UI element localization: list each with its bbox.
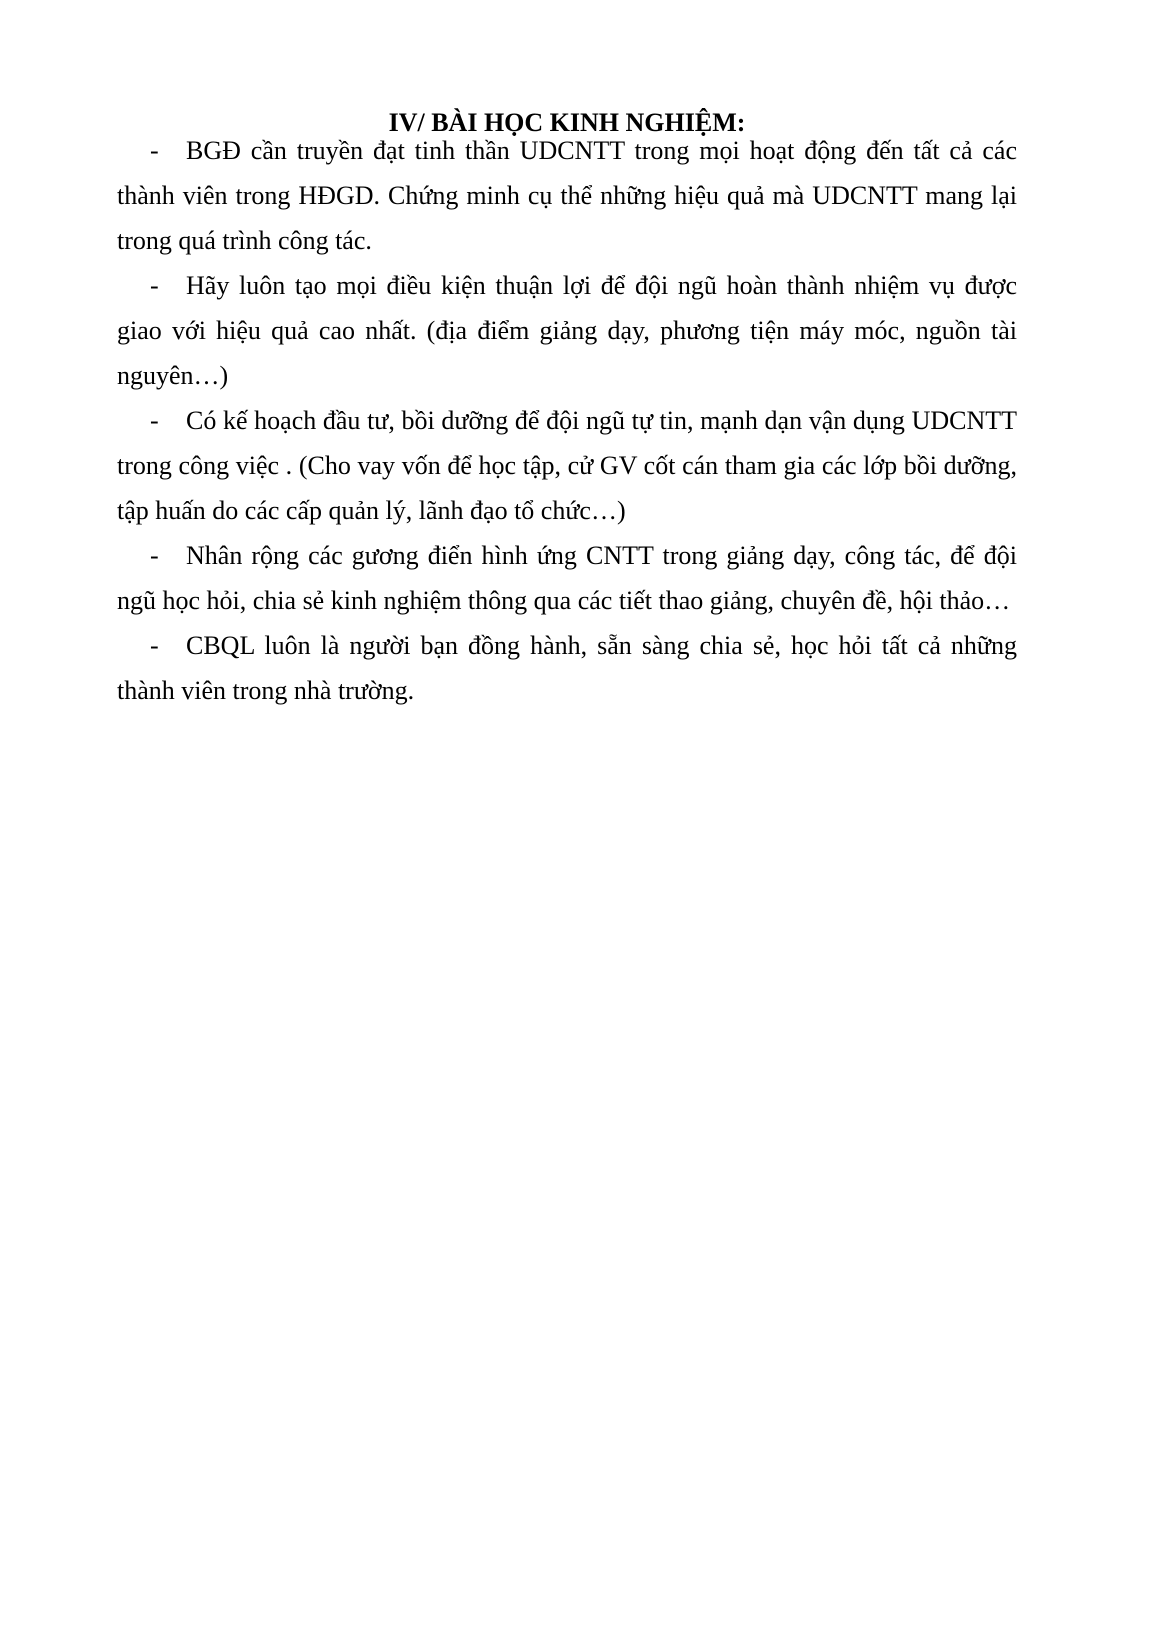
bullet-dash: -: [150, 406, 159, 435]
bullet-dash: -: [150, 631, 159, 660]
lesson-text: Nhân rộng các gương điển hình ứng CNTT trong giảng dạy, công tác, để đội ngũ học hỏi, chia sẻ kinh nghiệm thông qua các tiết thao giảng, chuyên đề, hội thảo…: [117, 541, 1017, 615]
lessons-list: [117, 128, 1017, 713]
lesson-text: BGĐ cần truyền đạt tinh thần UDCNTT trong mọi hoạt động đến tất cả các thành viên trong HĐGD. Chứng minh cụ thể những hiệu quả mà UDCNTT mang lại trong quá trình công tác.: [117, 136, 1017, 255]
lesson-paragraph: [117, 398, 1017, 533]
lesson-paragraph: [117, 623, 1017, 713]
lesson-paragraph: [117, 533, 1017, 623]
bullet-dash: -: [150, 541, 159, 570]
lesson-paragraph: [117, 128, 1017, 263]
lesson-text: CBQL luôn là người bạn đồng hành, sẵn sàng chia sẻ, học hỏi tất cả những thành viên trong nhà trường.: [117, 631, 1017, 705]
lesson-paragraph: [117, 263, 1017, 398]
bullet-dash: -: [150, 271, 159, 300]
lesson-text: Hãy luôn tạo mọi điều kiện thuận lợi để đội ngũ hoàn thành nhiệm vụ được giao với hiệu quả cao nhất. (địa điểm giảng dạy, phương tiện máy móc, nguồn tài nguyên…): [117, 271, 1017, 390]
bullet-dash: -: [150, 136, 159, 165]
lesson-text: Có kế hoạch đầu tư, bồi dưỡng để đội ngũ tự tin, mạnh dạn vận dụng UDCNTT trong công việc . (Cho vay vốn để học tập, cử GV cốt cán tham gia các lớp bồi dưỡng, tập huấn do các cấp quản lý, lãnh đạo tổ chức…): [117, 406, 1017, 525]
section-heading: IV/ BÀI HỌC KINH NGHIỆM:: [388, 108, 746, 137]
